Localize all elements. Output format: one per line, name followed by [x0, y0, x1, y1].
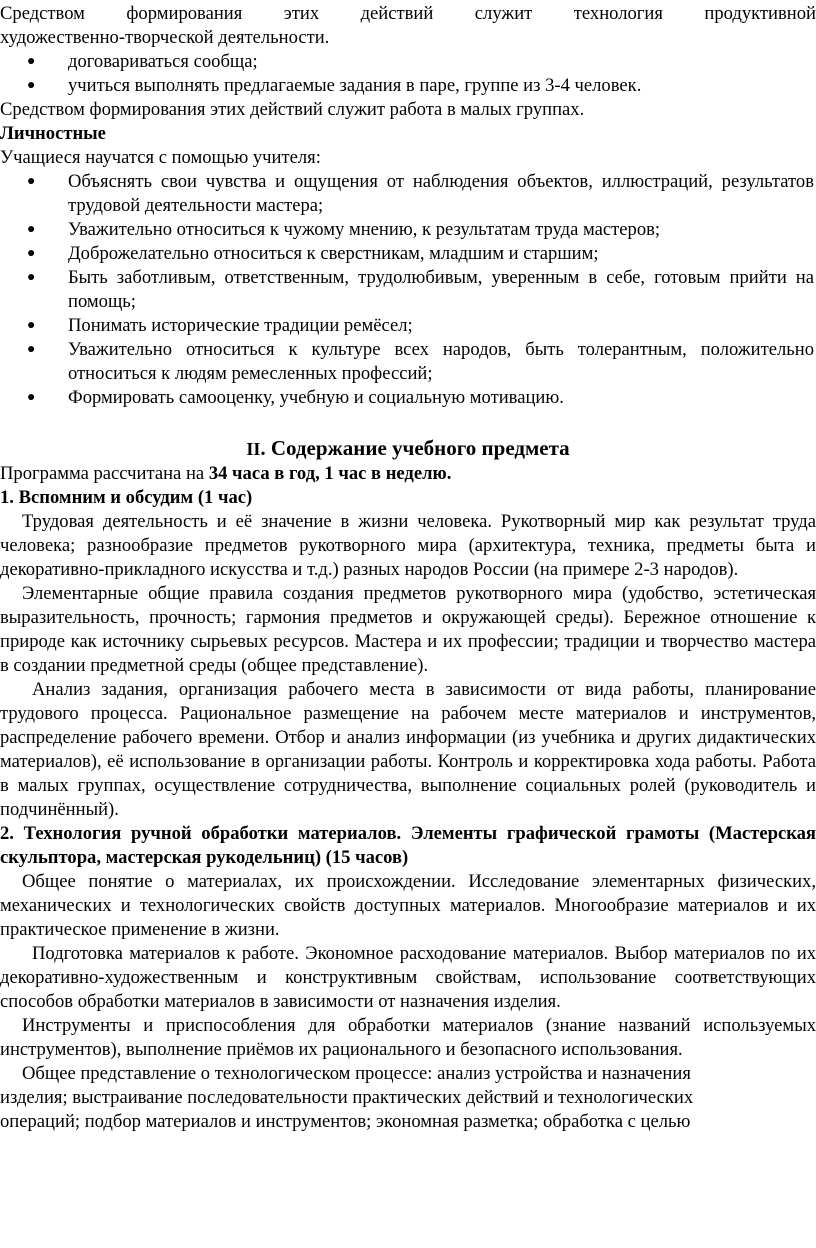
group-work-text: Средством формирования этих действий служит работа в малых группах. — [0, 99, 585, 120]
list-item: ● Формировать самооценку, учебную и социальную мотивацию. — [27, 387, 564, 408]
list-item: ● Уважительно относиться к чужому мнению, к результатам труда мастеров; — [27, 219, 661, 240]
list-item: ● договариваться сообща; — [27, 51, 258, 72]
bullet-icon: ● — [27, 318, 36, 333]
section-1-paragraph-2: Элементарные общие правила создания предметов рукотворного мира (удобство, эстетическая выразительность, прочность; гармония предметов и окружающей среды). Бережное отношение к природе как источнику сырьевых ресурсов. Мастера и их профессии; традиции и творчество мастера в создании предметной среды (общее представление). — [0, 583, 816, 676]
bullet-icon: ● — [27, 270, 36, 285]
intro-line-1: Средством формирования этих действий служит технология продуктивной — [0, 3, 816, 24]
list-item: ● Уважительно относиться к культуре всех народов, быть толерантным, положительно относиться к людям ремесленных профессий; — [27, 339, 814, 384]
list-item: ● Доброжелательно относиться к сверстникам, младшим и старшим; — [27, 243, 599, 264]
personal-heading: Личностные — [0, 123, 106, 144]
bullet-icon: ● — [27, 222, 36, 237]
bullet-list-personal — [0, 170, 816, 410]
section-2-paragraph-4-line-2: изделия; выстраивание последовательности практических действий и технологических — [0, 1087, 694, 1108]
bullet-icon: ● — [27, 390, 36, 405]
section-1-heading: 1. Вспомним и обсудим (1 час) — [0, 487, 253, 508]
bullet-icon: ● — [27, 78, 36, 93]
section-1-paragraph-1: Трудовая деятельность и её значение в жизни человека. Рукотворный мир как результат труда человека; разнообразие предметов рукотворного мира (архитектура, техника, предметы быта и декоративно-прикладного искусства и т.д.) разных народов России (на примере 2-3 народов). — [0, 511, 816, 580]
personal-lead: Учащиеся научатся с помощью учителя: — [0, 147, 321, 168]
section-2-heading: 2. Технология ручной обработки материалов. Элементы графической грамоты (Мастерская скульптора, мастерская рукодельниц) (15 часов) — [0, 823, 816, 868]
bullet-icon: ● — [27, 342, 36, 357]
list-item: ● Объяснять свои чувства и ощущения от наблюдения объектов, иллюстраций, результатов трудовой деятельности мастера; — [27, 171, 814, 216]
bullet-icon: ● — [27, 54, 36, 69]
section-2-paragraph-4-line-1: Общее представление о технологическом процессе: анализ устройства и назначения — [22, 1063, 691, 1084]
section-title-text: . Содержание учебного предмета — [260, 436, 570, 460]
section-title — [0, 435, 816, 462]
bullet-icon: ● — [27, 246, 36, 261]
bullet-icon: ● — [27, 174, 36, 189]
list-item: ● Быть заботливым, ответственным, трудолюбивым, уверенным в себе, готовым прийти на помощь; — [27, 267, 814, 312]
program-hours: Программа рассчитана на 34 часа в год, 1 час в неделю. — [0, 463, 452, 484]
list-item: ● Понимать исторические традиции ремёсел; — [27, 315, 413, 336]
section-1-paragraph-3: Анализ задания, организация рабочего места в зависимости от вида работы, планирование трудового процесса. Рациональное размещение на рабочем месте материалов и инструментов, распределение рабочего времени. Отбор и анализ информации (из учебника и других дидактических материалов), её использование в организации работы. Контроль и корректировка хода работы. Работа в малых группах, осуществление сотрудничества, выполнение социальных ролей (руководитель и подчинённый). — [0, 679, 816, 820]
section-2-paragraph-4-line-3: операций; подбор материалов и инструментов; экономная разметка; обработка с целью — [0, 1111, 691, 1132]
section-2-paragraph-2: Подготовка материалов к работе. Экономное расходование материалов. Выбор материалов по их декоративно-художественным и конструктивным свойствам, использование соответствующих способов обработки материалов в зависимости от назначения изделия. — [0, 943, 816, 1012]
intro-line-2: художественно-творческой деятельности. — [0, 27, 330, 48]
section-2-paragraph-3: Инструменты и приспособления для обработки материалов (знание названий используемых инструментов), выполнение приёмов их рационального и безопасного использования. — [0, 1015, 816, 1060]
section-number: II — [246, 439, 261, 459]
bullet-list-communication — [0, 50, 816, 98]
section-2-paragraph-1: Общее понятие о материалах, их происхождении. Исследование элементарных физических, механических и технологических свойств доступных материалов. Многообразие материалов и их практическое применение в жизни. — [0, 871, 816, 940]
list-item: ● учиться выполнять предлагаемые задания в паре, группе из 3-4 человек. — [27, 75, 642, 96]
